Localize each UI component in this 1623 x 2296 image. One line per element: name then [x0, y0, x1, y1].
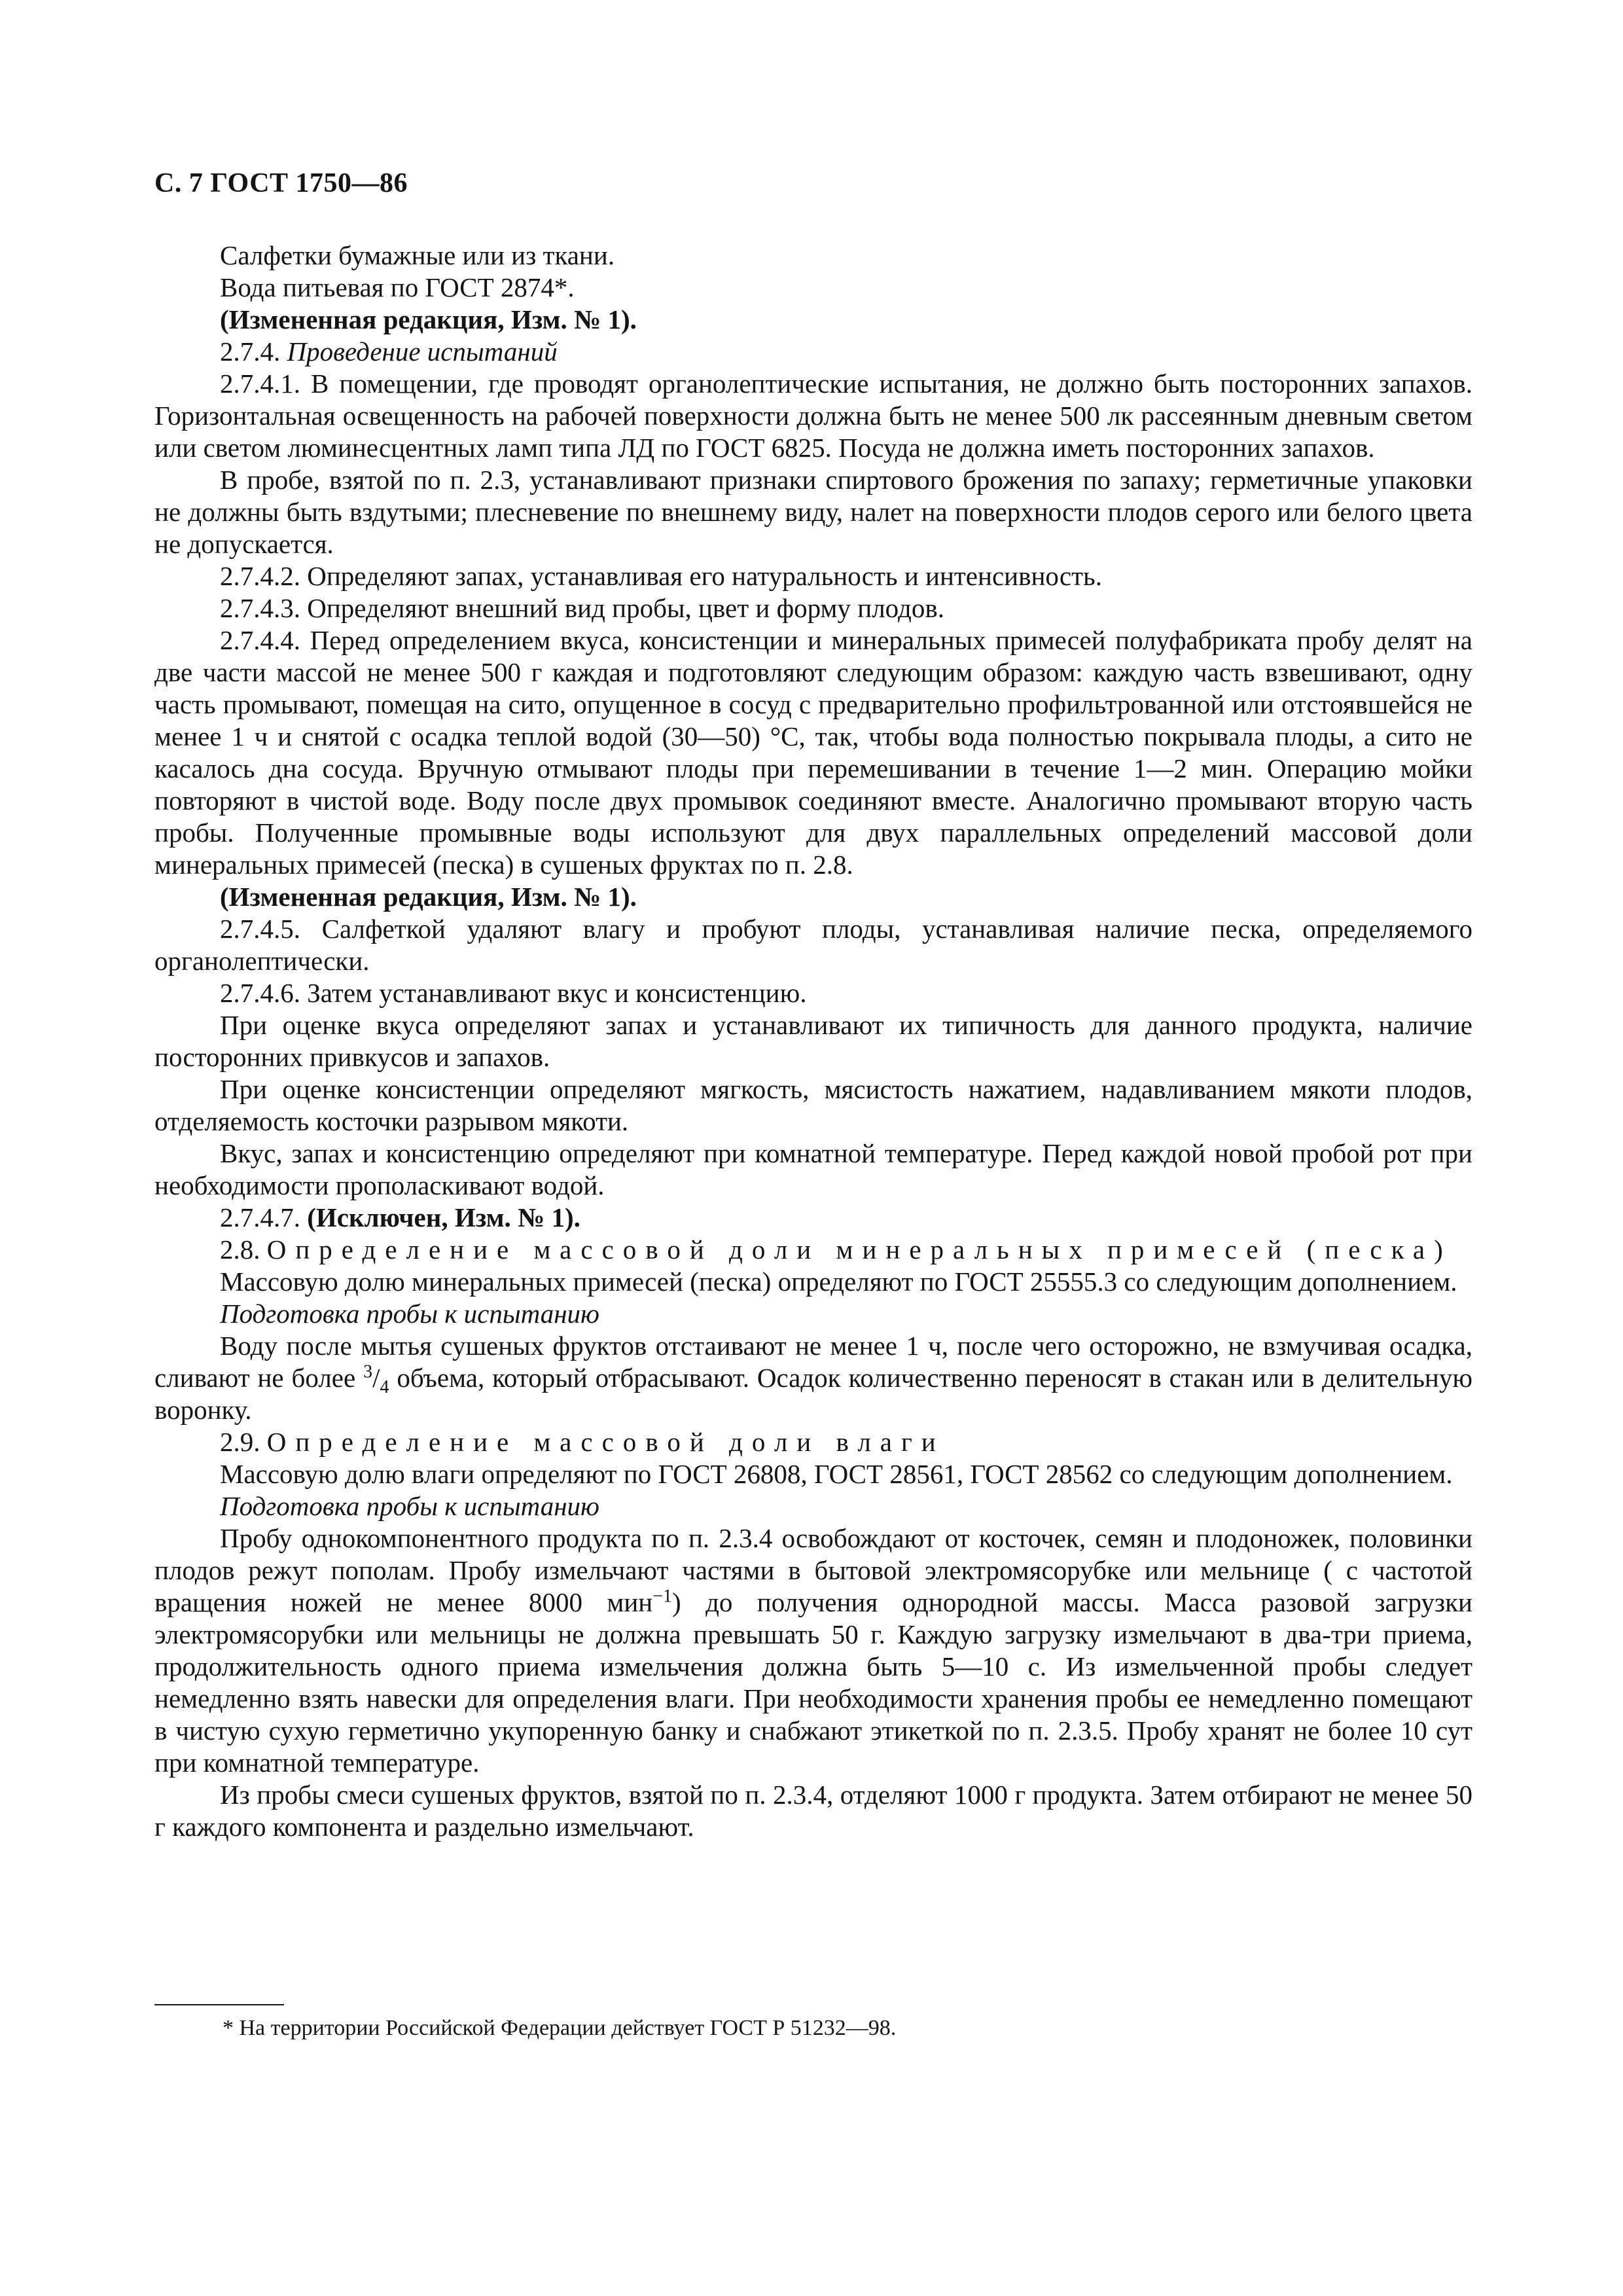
- paragraph: Массовую долю влаги определяют по ГОСТ 26808, ГОСТ 28561, ГОСТ 28562 со следующим дополнением.: [220, 1459, 1453, 1489]
- section-number: 2.9.: [220, 1427, 267, 1457]
- paragraph: Вода питьевая по ГОСТ 2874*.: [220, 272, 575, 302]
- section-heading: [154, 1234, 1472, 1266]
- subsection-heading: [154, 336, 1472, 368]
- footnote: * На территории Российской Федерации действует ГОСТ Р 51232—98.: [223, 2016, 897, 2040]
- paragraph: При оценке консистенции определяют мягкость, мясистость нажатием, надавливанием мякоти плодов, отделяемость косточки разрывом мякоти.: [154, 1074, 1472, 1136]
- paragraph: 2.7.4.5. Салфеткой удаляют влагу и пробуют плоды, устанавливая наличие песка, определяемого органолептически.: [154, 914, 1472, 976]
- section-title: Определение массовой доли минеральных примесей (песка): [266, 1234, 1452, 1265]
- page-header: С. 7 ГОСТ 1750—86: [154, 168, 408, 198]
- paragraph: 2.7.4.1. В помещении, где проводят органолептические испытания, не должно быть посторонних запахов. Горизонтальная освещенность на рабочей поверхности должна быть не менее 500 лк рассеянным дневным светом или светом люминесцентных ламп типа ЛД по ГОСТ 6825. Посуда не должна иметь посторонних запахов.: [154, 368, 1472, 463]
- fraction-denominator: 4: [380, 1377, 389, 1398]
- text-run: ) до получения однородной массы. Масса разовой загрузки электромясорубки или мельницы не должна превышать 50 г. Каждую загрузку измельчают в два-три приема, продолжительность одного приема измельчения должна быть 5—10 с. Из измельченной пробы следует немедленно взять навески для определения влаги. При необходимости хранения пробы ее немедленно помещают в чистую сухую герметично укупоренную банку и снабжают этикеткой по п. 2.3.5. Пробу хранят не более 10 сут при комнатной температуре.: [154, 1587, 1472, 1778]
- section-heading: [154, 1426, 1472, 1458]
- paragraph: Из пробы смеси сушеных фруктов, взятой по п. 2.3.4, отделяют 1000 г продукта. Затем отбирают не менее 50 г каждого компонента и раздельно измельчают.: [154, 1780, 1472, 1842]
- fraction-slash: /: [372, 1363, 380, 1393]
- section-number: 2.7.4.: [220, 336, 287, 367]
- paragraph: [154, 1330, 1472, 1426]
- amendment-note: (Измененная редакция, Изм. № 1).: [220, 882, 637, 912]
- section-title: Проведение испытаний: [287, 336, 558, 367]
- amendment-note: (Исключен, Изм. № 1).: [307, 1202, 580, 1232]
- subheading: Подготовка пробы к испытанию: [220, 1491, 599, 1521]
- paragraph: 2.7.4.4. Перед определением вкуса, консистенции и минеральных примесей полуфабриката пробу делят на две части массой не менее 500 г каждая и подготовляют следующим образом: каждую часть взвешивают, одну часть промывают, помещая на сито, опущенное в сосуд с предварительно профильтрованной или отстоявшейся не менее 1 ч и снятой с осадка теплой водой (30—50) °С, так, чтобы вода полностью покрывала плоды, а сито не касалось дна сосуда. Вручную отмывают плоды при перемешивании в течение 1—2 мин. Операцию мойки повторяют в чистой воде. Воду после двух промывок соединяют вместе. Аналогично промывают вторую часть пробы. Полученные промывные воды используют для двух параллельных определений массовой доли минеральных примесей (песка) в сушеных фруктах по п. 2.8.: [154, 625, 1472, 880]
- section-number: 2.7.4.7.: [220, 1202, 308, 1232]
- amendment-note: (Измененная редакция, Изм. № 1).: [220, 304, 637, 334]
- paragraph: При оценке вкуса определяют запах и устанавливают их типичность для данного продукта, наличие посторонних привкусов и запахов.: [154, 1010, 1472, 1072]
- document-body: [154, 240, 1472, 1843]
- subheading: Подготовка пробы к испытанию: [220, 1299, 599, 1329]
- section-title: Определение массовой доли влаги: [266, 1427, 945, 1457]
- fraction-numerator: 3: [363, 1361, 373, 1382]
- text-run: Пробу однокомпонентного продукта по п. 2.3.4 освобождают от косточек, семян и плодоножек, половинки плодов режут пополам. Пробу измельчают частями в бытовой электромясорубке или мельнице ( с частотой вращения ножей не менее 8000 мин: [154, 1523, 1472, 1617]
- paragraph: 2.7.4.6. Затем устанавливают вкус и консистенцию.: [220, 978, 807, 1008]
- text-run: объема, который отбрасывают. Осадок количественно переносят в стакан или в делительную воронку.: [154, 1363, 1472, 1425]
- superscript: −1: [652, 1586, 673, 1607]
- paragraph: Салфетки бумажные или из ткани.: [220, 240, 615, 270]
- paragraph: 2.7.4.2. Определяют запах, устанавливая его натуральность и интенсивность.: [220, 561, 1102, 591]
- paragraph: [154, 1202, 1472, 1234]
- paragraph: Массовую долю минеральных примесей (песка) определяют по ГОСТ 25555.3 со следующим дополнением.: [220, 1266, 1457, 1297]
- paragraph: В пробе, взятой по п. 2.3, устанавливают признаки спиртового брожения по запаху; герметичные упаковки не должны быть вздутыми; плесневение по внешнему виду, налет на поверхности плодов серого или белого цвета не допускается.: [154, 465, 1472, 559]
- paragraph: 2.7.4.3. Определяют внешний вид пробы, цвет и форму плодов.: [220, 593, 944, 623]
- section-number: 2.8.: [220, 1234, 267, 1265]
- paragraph: [154, 1522, 1472, 1779]
- text-run: Воду после мытья сушеных фруктов отстаивают не менее 1 ч, после чего осторожно, не взмучивая осадка, сливают не более: [154, 1331, 1472, 1393]
- footnote-rule: [154, 2004, 284, 2005]
- paragraph: Вкус, запах и консистенцию определяют при комнатной температуре. Перед каждой новой пробой рот при необходимости прополаскивают водой.: [154, 1138, 1472, 1200]
